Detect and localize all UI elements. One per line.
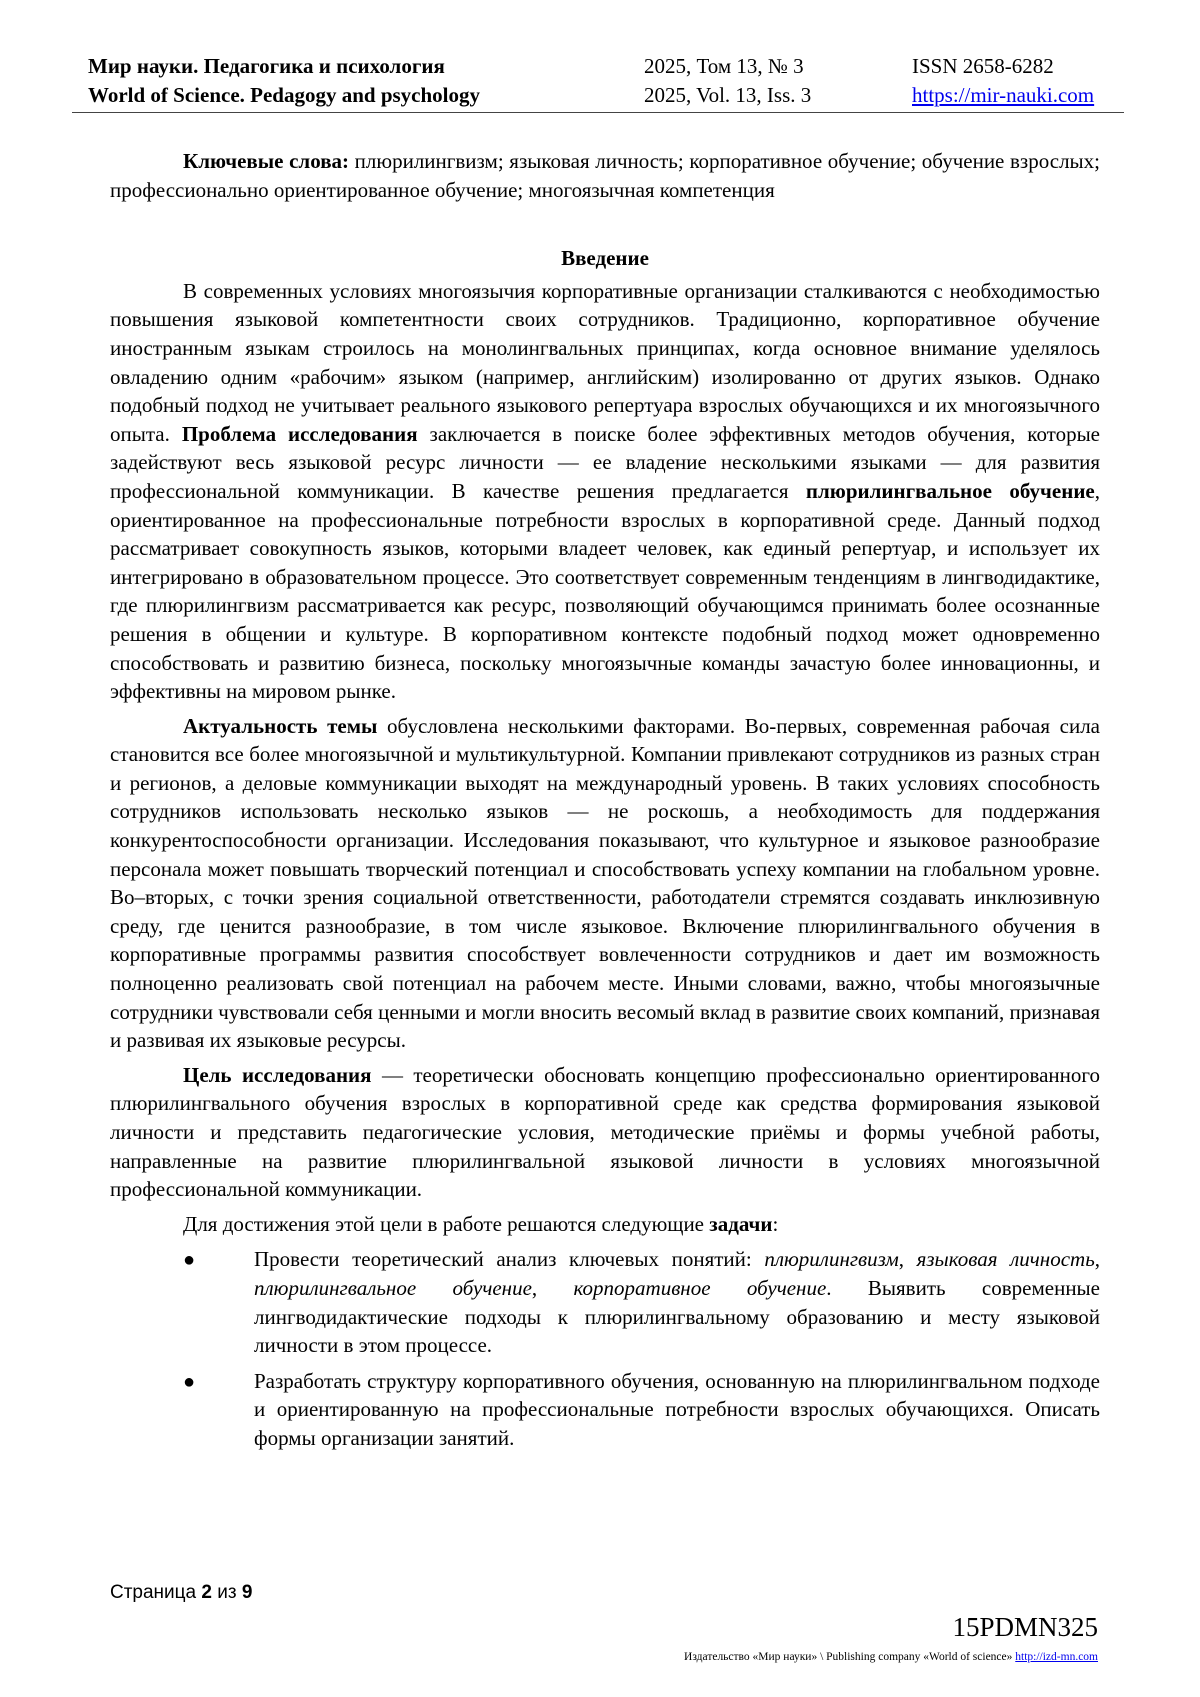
bullet-icon: ● (183, 1370, 196, 1393)
term-plurilingual-learning: плюрилингвальное обучение (254, 1275, 532, 1300)
issue-info-en: 2025, Vol. 13, Iss. 3 (644, 83, 812, 107)
article-code: 15PDMN325 (952, 1612, 1098, 1642)
tasks-intro-paragraph (110, 1210, 1100, 1239)
tasks-colon: : (772, 1211, 779, 1236)
keywords-text: плюрилингвизм; языковая личность; корпоративное обучение; обучение взрослых; профессионально ориентированное обучение; многоязычная компетенция (110, 149, 1100, 202)
intro-paragraph-1 (110, 277, 1100, 706)
issn-block (912, 52, 1094, 110)
publisher-url-link[interactable]: http://izd-mn.com (1015, 1651, 1098, 1663)
separator: , (1094, 1247, 1101, 1272)
goal-text: — теоретически обосновать концепцию профессионально ориентированного плюрилингвального обучения взрослых в корпоративной среде как средства формирования языковой личности и представить педагогические условия, методические приёмы и формы учебной работы, направленные на развитие плюрилингвальной языковой личности в условиях многоязычной профессиональной коммуникации. (110, 1062, 1100, 1202)
journal-title (88, 52, 480, 110)
article-body (110, 147, 1100, 1460)
intro-p1-text-3: , ориентированное на профессиональные потребности взрослых в корпоративной среде. Данный подход рассматривает совокупность языков, которыми владеет человек, как единый репертуар, и использует их интегрировано в образовательном процессе. Это соответствует современным тенденциям в лингводидактике, где плюрилингвизм рассматривается как ресурс, позволяющий обучающимся принимать более осознанные решения в общении и культуре. В корпоративном контексте подобный подход может одновременно способствовать и развитию бизнеса, поскольку многоязычные команды зачастую более инновационны, и эффективны на мировом рынке. (110, 478, 1100, 704)
term-plurilingualism: плюрилингвизм (764, 1247, 899, 1272)
publisher-line (684, 1651, 1098, 1663)
tasks-intro-text: Для достижения этой цели в работе решаются следующие (183, 1211, 710, 1236)
journal-url-link[interactable]: https://mir-nauki.com (912, 83, 1095, 107)
keywords-label: Ключевые слова: (183, 149, 350, 173)
journal-header (72, 52, 1122, 114)
term-corporate-learning: корпоративное обучение (573, 1275, 827, 1300)
tasks-term: задачи (709, 1211, 773, 1236)
research-problem-term: Проблема исследования (181, 421, 418, 446)
journal-title-ru: Мир науки. Педагогика и психология (88, 54, 445, 78)
page-separator: из (211, 1582, 242, 1603)
publisher-text: Издательство «Мир науки» \ Publishing company «World of science» (684, 1651, 1016, 1663)
issue-info-ru: 2025, Том 13, № 3 (644, 54, 804, 78)
issue-info (644, 52, 811, 110)
task-2-text: Разработать структуру корпоративного обучения, основанную на плюрилингвальном подходе и ориентированную на профессиональные потребности взрослых обучающихся. Описать формы организации занятий. (254, 1368, 1100, 1450)
relevance-text: обусловлена несколькими факторами. Во-первых, современная рабочая сила становится все более многоязычной и мультикультурной. Компании привлекают сотрудников из разных стран и регионов, а деловые коммуникации выходят на международный уровень. В таких условиях способность сотрудников использовать несколько языков — не роскошь, а необходимость для поддержания конкурентоспособности организации. Исследования показывают, что культурное и языковое разнообразие персонала может повышать творческий потенциал и способствовать успеху компании на глобальном уровне. Во–вторых, с точки зрения социальной ответственности, работодатели стремятся создавать инклюзивную среду, где ценится разнообразие, в том числе языковое. Включение плюрилингвального обучения в корпоративные программы развития способствует вовлеченности сотрудников и дает им возможность полноценно реализовать свой потенциал на рабочем месте. Иными словами, важно, чтобы многоязычные сотрудники чувствовали себя ценными и могли вносить весомый вклад в развитие своих компаний, признавая и развивая их языковые ресурсы. (110, 713, 1100, 1053)
separator: , (898, 1247, 917, 1272)
goal-paragraph (110, 1061, 1100, 1204)
goal-term: Цель исследования (183, 1062, 372, 1087)
plurilingual-learning-term: плюрилингвальное обучение (805, 478, 1095, 503)
page-counter (110, 1582, 252, 1604)
tasks-list (110, 1245, 1100, 1452)
relevance-term: Актуальность темы (183, 713, 378, 738)
list-item (110, 1245, 1100, 1359)
page-total: 9 (241, 1582, 253, 1603)
header-divider (72, 112, 1124, 113)
task-1-text: Провести теоретический анализ ключевых понятий: (254, 1247, 765, 1272)
section-heading-introduction: Введение (561, 246, 649, 271)
separator: , (531, 1275, 574, 1300)
issn-number: ISSN 2658-6282 (912, 54, 1054, 78)
page-current: 2 (201, 1582, 212, 1603)
task-1-text-2: . Выявить современные лингводидактические подходы к плюрилингвальному образованию и месту языковой личности в этом процессе. (254, 1275, 1100, 1358)
list-item (110, 1367, 1100, 1453)
bullet-icon: ● (183, 1249, 196, 1272)
relevance-paragraph (110, 712, 1100, 1055)
intro-p1-text: В современных условиях многоязычия корпоративные организации сталкиваются с необходимостью повышения языковой компетентности своих сотрудников. Традиционно, корпоративное обучение иностранным языкам строилось на монолингвальных принципах, когда основное внимание уделялось овладению одним «рабочим» языком (например, английским) изолированно от других языков. Однако подобный подход не учитывает реального языкового репертуара взрослых обучающихся и их многоязычного опыта. (110, 278, 1100, 446)
page-label: Страница (110, 1582, 202, 1603)
term-linguistic-personality: языковая личность (916, 1247, 1095, 1272)
intro-p1-text-2: заключается в поиске более эффективных методов обучения, которые задействуют весь языковой ресурс личности — ее владение несколькими языками — для развития профессиональной коммуникации. В качестве решения предлагается (110, 421, 1100, 503)
journal-title-en: World of Science. Pedagogy and psychology (88, 83, 481, 107)
keywords-paragraph (110, 147, 1100, 204)
